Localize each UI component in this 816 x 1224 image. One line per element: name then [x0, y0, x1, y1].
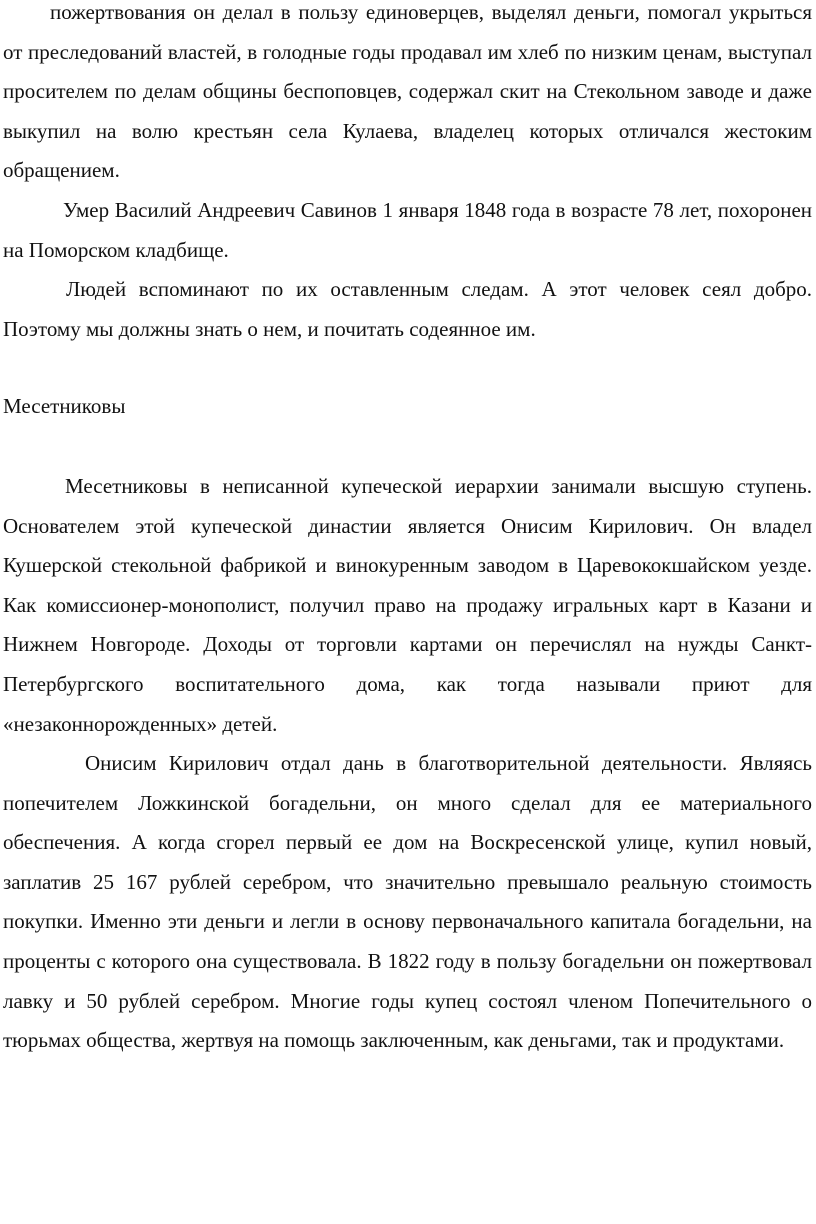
paragraph-charity: Онисим Кирилович отдал дань в благотворительной деятельности. Являясь попечителем Ложкинской богадельни, он много сделал для ее материального обеспечения. А когда сгорел первый ее дом на Воскресенской улице, купил новый, заплатив 25 167 рублей серебром, что значительно превышало реальную стоимость покупки. Именно эти деньги и легли в основу первоначального капитала богадельни, на проценты с которого она существовала. В 1822 году в пользу богадельни он пожертвовал лавку и 50 рублей серебром. Многие годы купец состоял членом Попечительного о тюрьмах общества, жертвуя на помощь заключенным, как деньгами, так и продуктами. [3, 751, 812, 1053]
paragraph-death: Умер Василий Андреевич Савинов 1 января 1848 года в возрасте 78 лет, похоронен на Поморском кладбище. [3, 197, 812, 262]
section-heading: Месетниковы [3, 394, 126, 419]
paragraph-mesetnikov-intro: Месетниковы в неписанной купеческой иерархии занимали высшую ступень. Основателем этой купеческой династии является Онисим Кирилович. Он владел Кушерской стекольной фабрикой и винокуренным заводом в Царевококшайском уезде. Как комиссионер-монополист, получил право на продажу игральных карт в Казани и Нижнем Новгороде. Доходы от торговли картами он перечислял на нужды Санкт-Петербургского воспитательного дома, как тогда называли приют для «незаконнорожденных» детей. [3, 473, 812, 736]
paragraph-remembrance: Людей вспоминают по их оставленным следам. А этот человек сеял добро. Поэтому мы должны знать о нем, и почитать содеянное им. [3, 277, 812, 341]
paragraph-donations: пожертвования он делал в пользу единоверцев, выделял деньги, помогал укрыться от преследований властей, в голодные годы продавал им хлеб по низким ценам, выступал просителем по делам общины беспоповцев, содержал скит на Стекольном заводе и даже выкупил на волю крестьян села Кулаева, владелец которых отличался жестоким обращением. [3, 0, 812, 183]
